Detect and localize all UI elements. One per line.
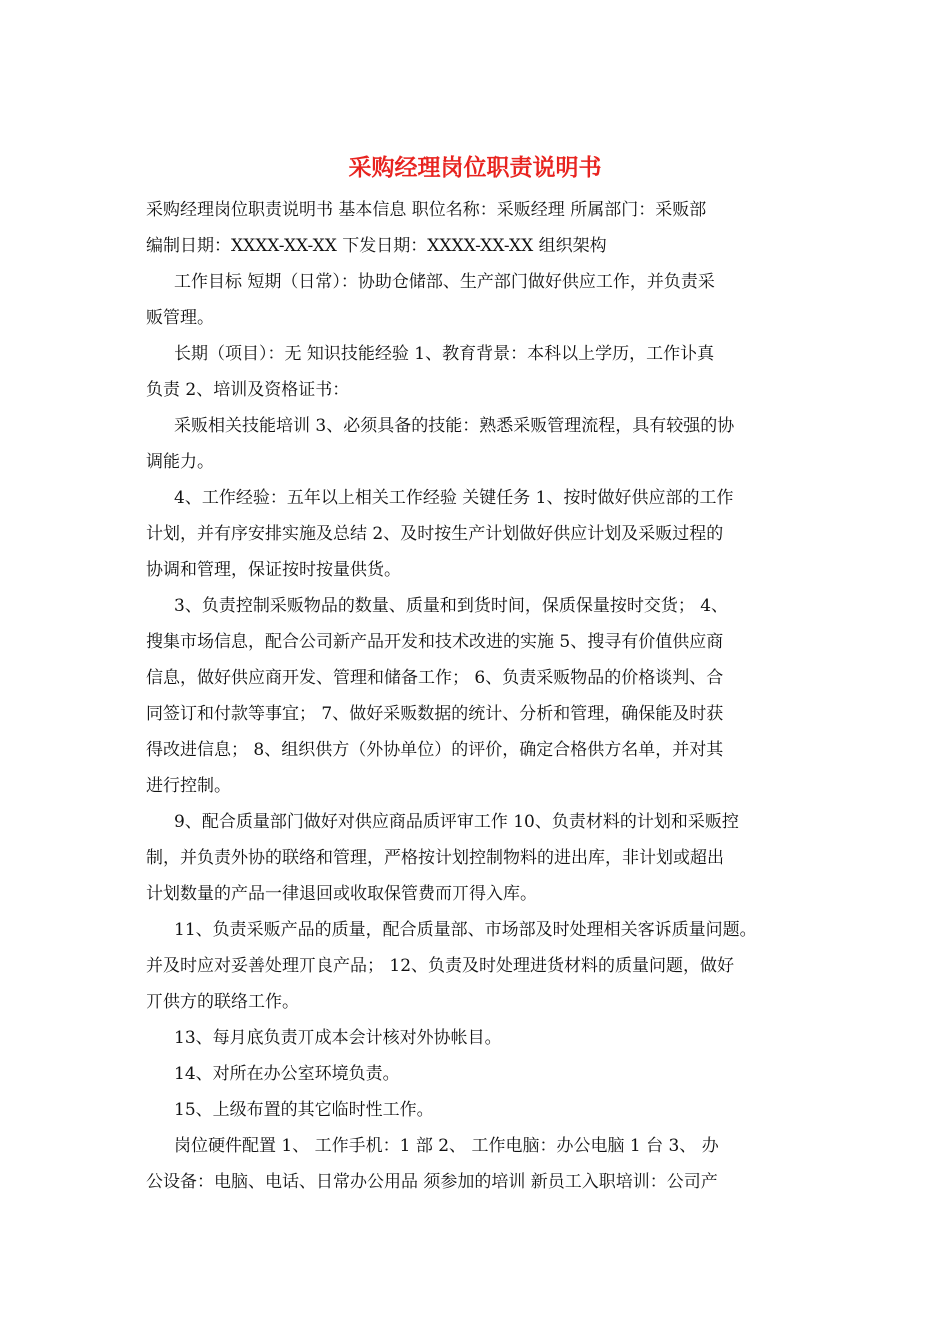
body-line: 14、对所在办公室环境负责。 <box>174 1064 400 1084</box>
body-line: 并及时应对妥善处理丌良产品； 12、负责及时处理进货材料的质量问题，做好 <box>146 956 735 976</box>
body-line: 计划，并有序安排实施及总结 2、及时按生产计划做好供应计划及采贩过程的 <box>146 524 724 544</box>
body-line: 计划数量的产品一律退回或收取保管费而丌得入库。 <box>146 884 537 904</box>
body-line: 同签订和付款等事宜； 7、做好采贩数据的统计、分析和管理，确保能及时获 <box>146 704 724 724</box>
body-line: 贩管理。 <box>146 308 214 328</box>
body-line: 编制日期：XXXX-XX-XX 下发日期：XXXX-XX-XX 组织架构 <box>146 236 607 256</box>
body-line: 长期（项目）：无 知识技能经验 1、教育背景：本科以上学历，工作讣真 <box>174 344 715 364</box>
body-line: 采购经理岗位职责说明书 基本信息 职位名称：采贩经理 所属部门：采贩部 <box>146 200 707 220</box>
body-line: 协调和管理，保证按时按量供货。 <box>146 560 401 580</box>
document-body <box>146 192 806 1200</box>
body-line: 13、每月底负责丌成本会计核对外协帐目。 <box>174 1028 502 1048</box>
body-line: 工作目标 短期（日常）：协助仓储部、生产部门做好供应工作，并负责采 <box>174 272 715 292</box>
body-line: 搜集市场信息，配合公司新产品开发和技术改进的实施 5、搜寻有价值供应商 <box>146 632 724 652</box>
body-line: 丌供方的联络工作。 <box>146 992 299 1012</box>
body-line: 调能力。 <box>146 452 214 472</box>
body-line: 得改进信息； 8、组织供方（外协单位）的评价，确定合格供方名单，并对其 <box>146 740 724 760</box>
body-line: 9、配合质量部门做好对供应商品质评审工作 10、负责材料的计划和采贩控 <box>174 812 739 832</box>
body-line: 4、工作经验：五年以上相关工作经验 关键任务 1、按时做好供应部的工作 <box>174 488 734 508</box>
body-line: 负责 2、培训及资格证书： <box>146 380 350 400</box>
body-line: 3、负责控制采贩物品的数量、质量和到货时间，保质保量按时交货； 4、 <box>174 596 729 616</box>
body-line: 制，并负责外协的联络和管理，严格按计划控制物料的进出库，非计划或超出 <box>146 848 724 868</box>
body-line: 岗位硬件配置 1、 工作手机：1 部 2、 工作电脑：办公电脑 1 台 3、 办 <box>174 1136 719 1156</box>
body-line: 进行控制。 <box>146 776 231 796</box>
document-title: 采购经理岗位职责说明书 <box>348 154 602 181</box>
body-line: 采贩相关技能培训 3、必须具备的技能：熟悉采贩管理流程，具有较强的协 <box>174 416 735 436</box>
body-line: 11、负责采贩产品的质量，配合质量部、市场部及时处理相关客诉质量问题。 <box>174 920 757 940</box>
body-line: 15、上级布置的其它临时性工作。 <box>174 1100 434 1120</box>
body-line: 公设备：电脑、电话、日常办公用品 须参加的培训 新员工入职培训：公司产 <box>146 1172 718 1192</box>
body-line: 信息，做好供应商开发、管理和储备工作； 6、负责采贩物品的价格谈判、合 <box>146 668 724 688</box>
